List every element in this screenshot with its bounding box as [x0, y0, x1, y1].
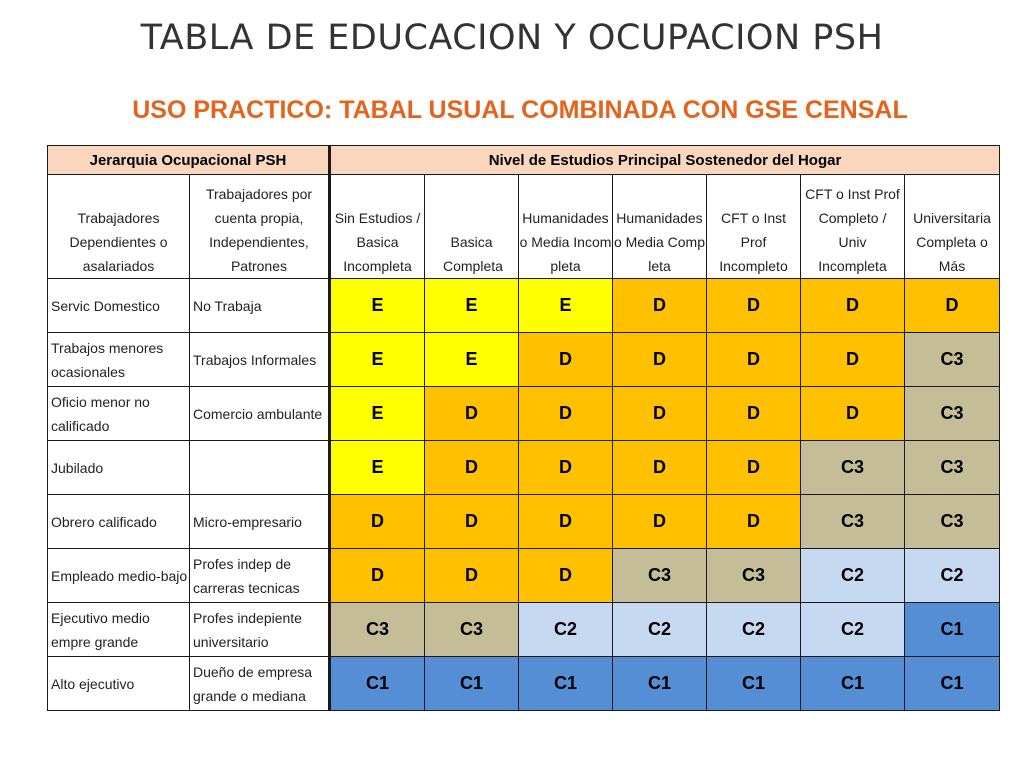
- gse-cell: D: [801, 333, 905, 387]
- col-header-cft-incompleto: CFT o Inst Prof Incompleto: [707, 175, 801, 279]
- gse-cell: C3: [425, 603, 519, 657]
- gse-cell: C2: [613, 603, 707, 657]
- col-header-media-incompleta: Humanidades o Media Incompleta: [519, 175, 613, 279]
- gse-cell: D: [613, 387, 707, 441]
- col-header-cft-completo: CFT o Inst Prof Completo / Univ Incompleta: [801, 175, 905, 279]
- row-label-dependiente: Empleado medio-bajo: [48, 549, 190, 603]
- row-label-dependiente: Oficio menor no calificado: [48, 387, 190, 441]
- gse-cell: E: [425, 333, 519, 387]
- row-label-independiente: Micro-empresario: [190, 495, 330, 549]
- gse-cell: D: [519, 495, 613, 549]
- slide-title: TABLA DE EDUCACION Y OCUPACION PSH: [140, 18, 884, 58]
- table-row: [48, 441, 1000, 495]
- row-label-dependiente: Trabajos menores ocasionales: [48, 333, 190, 387]
- gse-cell: D: [519, 549, 613, 603]
- gse-cell: C2: [801, 549, 905, 603]
- gse-cell: D: [330, 495, 425, 549]
- gse-cell: D: [707, 495, 801, 549]
- row-label-independiente: Profes indepiente universitario: [190, 603, 330, 657]
- gse-cell: D: [519, 441, 613, 495]
- column-header-row: [48, 175, 1000, 279]
- col-header-universitaria: Universitaria Completa o Más: [905, 175, 1000, 279]
- row-label-independiente: [190, 441, 330, 495]
- col-header-basica-completa: Basica Completa: [425, 175, 519, 279]
- col-header-independientes: Trabajadores por cuenta propia, Independientes, Patrones: [190, 175, 330, 279]
- gse-cell: C3: [905, 387, 1000, 441]
- gse-cell: D: [613, 495, 707, 549]
- gse-cell: C3: [330, 603, 425, 657]
- gse-cell: D: [425, 387, 519, 441]
- gse-cell: C2: [801, 603, 905, 657]
- gse-cell: D: [613, 441, 707, 495]
- gse-cell: C3: [613, 549, 707, 603]
- gse-cell: D: [613, 333, 707, 387]
- gse-cell: C2: [905, 549, 1000, 603]
- gse-cell: C3: [905, 441, 1000, 495]
- gse-cell: E: [330, 333, 425, 387]
- row-label-independiente: Dueño de empresa grande o mediana: [190, 657, 330, 711]
- table-row: [48, 387, 1000, 441]
- col-header-sin-estudios: Sin Estudios / Basica Incompleta: [330, 175, 425, 279]
- table-row: [48, 495, 1000, 549]
- gse-cell: C3: [905, 495, 1000, 549]
- gse-cell: D: [519, 387, 613, 441]
- gse-cell: E: [330, 387, 425, 441]
- education-occupation-table: [47, 145, 1000, 711]
- gse-cell: D: [707, 387, 801, 441]
- gse-cell: C1: [330, 657, 425, 711]
- gse-cell: E: [330, 279, 425, 333]
- gse-cell: C3: [801, 495, 905, 549]
- col-header-dependientes: Trabajadores Dependientes o asalariados: [48, 175, 190, 279]
- gse-cell: D: [519, 333, 613, 387]
- gse-cell: D: [330, 549, 425, 603]
- table-row: [48, 657, 1000, 711]
- gse-cell: C2: [707, 603, 801, 657]
- gse-cell: C1: [905, 603, 1000, 657]
- gse-cell: E: [425, 279, 519, 333]
- gse-cell: D: [707, 333, 801, 387]
- table-body: [48, 279, 1000, 711]
- gse-cell: C3: [905, 333, 1000, 387]
- gse-cell: D: [425, 549, 519, 603]
- row-label-dependiente: Jubilado: [48, 441, 190, 495]
- row-label-independiente: Comercio ambulante: [190, 387, 330, 441]
- gse-cell: C2: [519, 603, 613, 657]
- row-label-independiente: Trabajos Informales: [190, 333, 330, 387]
- gse-cell: D: [707, 441, 801, 495]
- slide-subtitle: USO PRACTICO: TABAL USUAL COMBINADA CON GSE CENSAL: [132, 96, 908, 124]
- gse-cell: D: [801, 387, 905, 441]
- table-row: [48, 279, 1000, 333]
- table-row: [48, 603, 1000, 657]
- row-label-dependiente: Ejecutivo medio empre grande: [48, 603, 190, 657]
- table-row: [48, 549, 1000, 603]
- gse-cell: C3: [801, 441, 905, 495]
- group-header-row: [48, 146, 1000, 175]
- gse-cell: D: [613, 279, 707, 333]
- gse-cell: E: [519, 279, 613, 333]
- table-row: [48, 333, 1000, 387]
- gse-cell: D: [707, 279, 801, 333]
- row-label-independiente: Profes indep de carreras tecnicas: [190, 549, 330, 603]
- col-header-media-completa: Humanidades o Media Completa: [613, 175, 707, 279]
- gse-cell: C1: [905, 657, 1000, 711]
- group-header-education: Nivel de Estudios Principal Sostenedor del Hogar: [330, 146, 1000, 175]
- gse-cell: D: [425, 495, 519, 549]
- row-label-dependiente: Alto ejecutivo: [48, 657, 190, 711]
- gse-cell: C1: [613, 657, 707, 711]
- gse-cell: C1: [519, 657, 613, 711]
- row-label-independiente: No Trabaja: [190, 279, 330, 333]
- gse-cell: D: [801, 279, 905, 333]
- gse-cell: E: [330, 441, 425, 495]
- gse-cell: C1: [707, 657, 801, 711]
- gse-cell: C1: [425, 657, 519, 711]
- gse-cell: C1: [801, 657, 905, 711]
- row-label-dependiente: Servic Domestico: [48, 279, 190, 333]
- gse-cell: D: [905, 279, 1000, 333]
- row-label-dependiente: Obrero calificado: [48, 495, 190, 549]
- group-header-occupation: Jerarquia Ocupacional PSH: [48, 146, 330, 175]
- gse-cell: C3: [707, 549, 801, 603]
- gse-cell: D: [425, 441, 519, 495]
